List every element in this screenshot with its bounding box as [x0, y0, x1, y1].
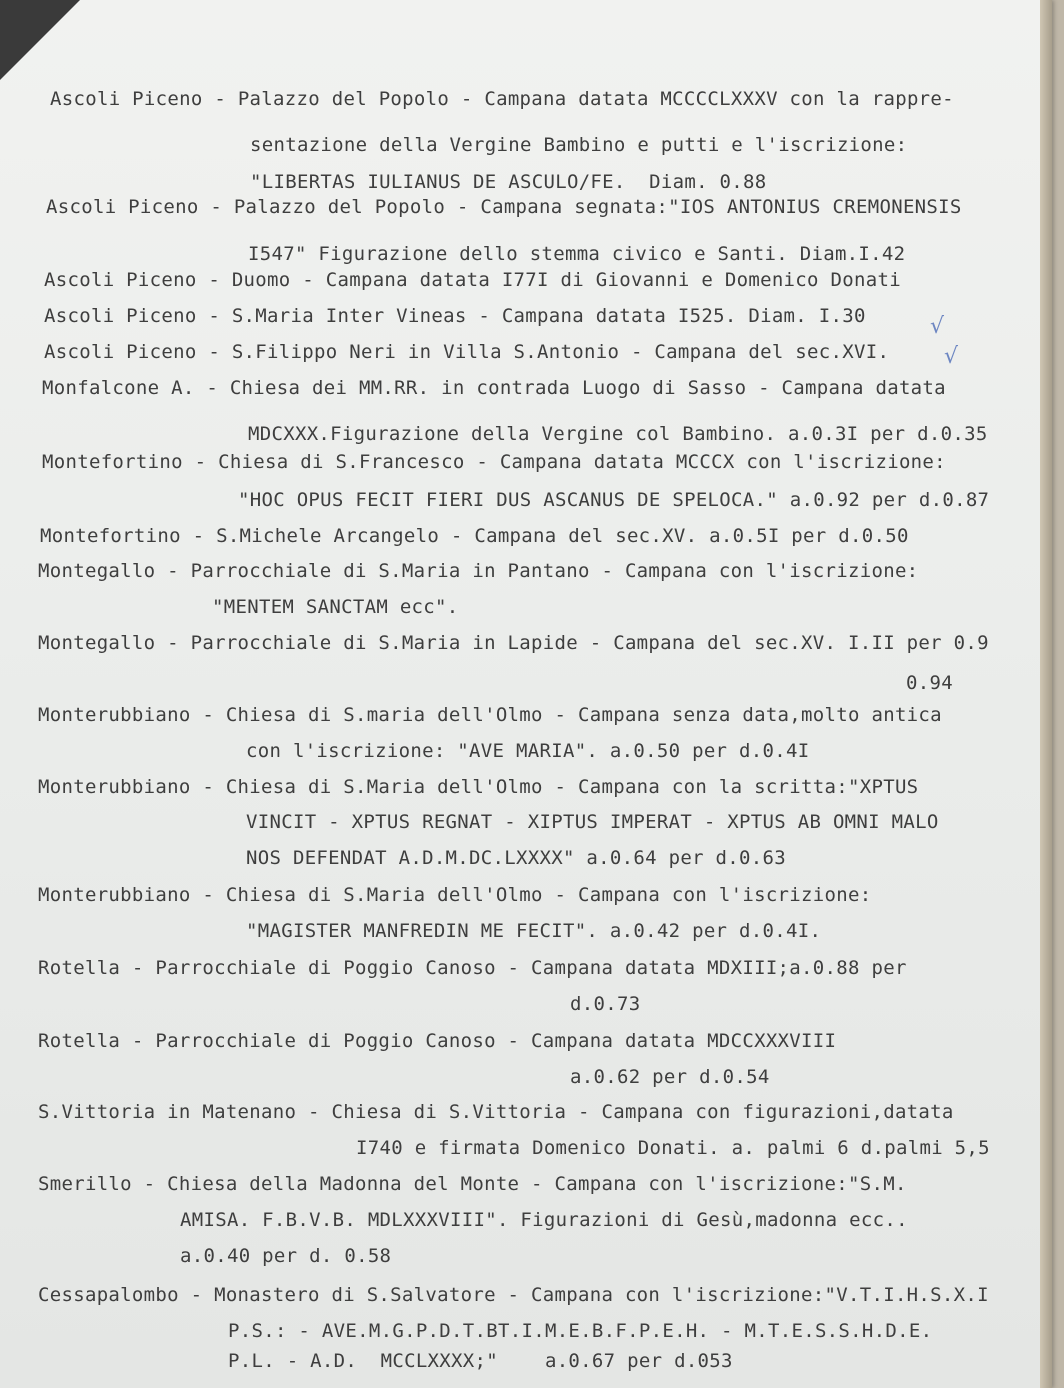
entry-heading-line: Montefortino - Chiesa di S.Francesco - Campana datata MCCCX con l'iscrizione: [42, 451, 946, 473]
entry-continuation-line: sentazione della Vergine Bambino e putti e l'iscrizione: [250, 134, 908, 156]
entry-continuation-line: I740 e firmata Domenico Donati. a. palmi 6 d.palmi 5,5 [356, 1137, 990, 1159]
entry-continuation-line: d.0.73 [570, 993, 641, 1015]
entry-heading-line: S.Vittoria in Matenano - Chiesa di S.Vittoria - Campana con figurazioni,datata [38, 1101, 954, 1123]
entry-heading-line: Montegallo - Parrocchiale di S.Maria in Lapide - Campana del sec.XV. I.II per 0.9 [38, 632, 989, 654]
entry-heading-line: Montefortino - S.Michele Arcangelo - Campana del sec.XV. a.0.5I per d.0.50 [40, 525, 909, 547]
entry-heading-line: Rotella - Parrocchiale di Poggio Canoso - Campana datata MDCCXXXVIII [38, 1030, 837, 1052]
entry-heading-line: Ascoli Piceno - Palazzo del Popolo - Campana segnata:"IOS ANTONIUS CREMONENSIS [46, 196, 962, 218]
entry-heading-line: Monterubbiano - Chiesa di S.maria dell'Olmo - Campana senza data,molto antica [38, 704, 942, 726]
folded-corner [0, 0, 80, 80]
entry-heading-line: Cessapalombo - Monastero di S.Salvatore - Campana con l'iscrizione:"V.T.I.H.S.X.I [38, 1284, 989, 1306]
entry-continuation-line: NOS DEFENDAT A.D.M.DC.LXXXX" a.0.64 per d.0.63 [246, 847, 786, 869]
checkmark-icon: √ [944, 344, 959, 369]
entry-heading-line: Monfalcone A. - Chiesa dei MM.RR. in contrada Luogo di Sasso - Campana datata [42, 377, 946, 399]
entry-continuation-line: "HOC OPUS FECIT FIERI DUS ASCANUS DE SPELOCA." a.0.92 per d.0.87 [238, 489, 990, 511]
entry-heading-line: Monterubbiano - Chiesa di S.Maria dell'Olmo - Campana con l'iscrizione: [38, 884, 872, 906]
entry-heading-line: Smerillo - Chiesa della Madonna del Monte - Campana con l'iscrizione:"S.M. [38, 1173, 907, 1195]
entry-heading-line: Rotella - Parrocchiale di Poggio Canoso - Campana datata MDXIII;a.0.88 per [38, 957, 907, 979]
entry-heading-line: Monterubbiano - Chiesa di S.Maria dell'Olmo - Campana con la scritta:"XPTUS [38, 776, 919, 798]
entry-heading-line: Montegallo - Parrocchiale di S.Maria in Pantano - Campana con l'iscrizione: [38, 560, 919, 582]
entry-continuation-line: "LIBERTAS IULIANUS DE ASCULO/FE. Diam. 0.88 [250, 171, 767, 193]
entry-continuation-line: "MENTEM SANCTAM ecc". [212, 596, 459, 618]
entry-heading-line: Ascoli Piceno - S.Filippo Neri in Villa S.Antonio - Campana del sec.XVI. [44, 341, 890, 363]
entry-continuation-line: con l'iscrizione: "AVE MARIA". a.0.50 per d.0.4I [246, 740, 810, 762]
checkmark-icon: √ [930, 314, 945, 339]
entry-continuation-line: P.L. - A.D. MCCLXXXX;" a.0.67 per d.053 [228, 1350, 733, 1372]
entry-continuation-line: VINCIT - XPTUS REGNAT - XIPTUS IMPERAT - XPTUS AB OMNI MALO [246, 811, 939, 833]
entry-heading-line: Ascoli Piceno - Palazzo del Popolo - Campana datata MCCCCLXXXV con la rappre- [50, 88, 954, 110]
page-edge [1040, 0, 1052, 1388]
entry-continuation-line: a.0.62 per d.0.54 [570, 1066, 770, 1088]
entry-continuation-line: a.0.40 per d. 0.58 [180, 1245, 392, 1267]
entry-continuation-line: 0.94 [906, 672, 953, 694]
entry-heading-line: Ascoli Piceno - Duomo - Campana datata I77I di Giovanni e Domenico Donati [44, 269, 901, 291]
entry-continuation-line: MDCXXX.Figurazione della Vergine col Bambino. a.0.3I per d.0.35 [248, 423, 988, 445]
entry-continuation-line: "MAGISTER MANFREDIN ME FECIT". a.0.42 per d.0.4I. [246, 920, 822, 942]
entry-heading-line: Ascoli Piceno - S.Maria Inter Vineas - Campana datata I525. Diam. I.30 [44, 305, 866, 327]
entry-continuation-line: I547" Figurazione dello stemma civico e Santi. Diam.I.42 [248, 243, 906, 265]
entry-continuation-line: AMISA. F.B.V.B. MDLXXXVIII". Figurazioni di Gesù,madonna ecc.. [180, 1209, 908, 1231]
entry-continuation-line: P.S.: - AVE.M.G.P.D.T.BT.I.M.E.B.F.P.E.H. - M.T.E.S.S.H.D.E. [228, 1320, 933, 1342]
